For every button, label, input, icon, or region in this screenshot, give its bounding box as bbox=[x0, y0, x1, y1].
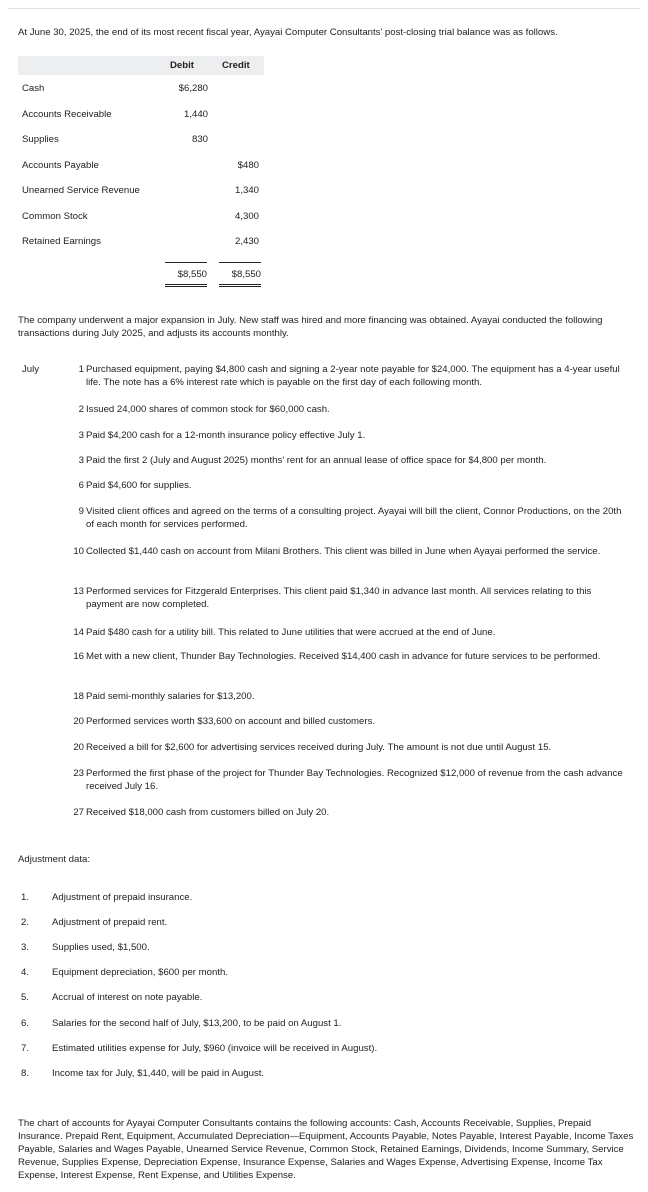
transaction-day: 1 bbox=[78, 364, 84, 375]
credit-value: 1,340 bbox=[234, 185, 259, 196]
adjustment-number: 8. bbox=[21, 1068, 30, 1079]
adjustment-text: Equipment depreciation, $600 per month. bbox=[52, 967, 228, 978]
transaction-text: Visited client offices and agreed on the terms of a consulting project. Ayayai will bill the client, Connor Productions, on the 20th of each month for services performed. bbox=[86, 506, 622, 530]
credit-value: 4,300 bbox=[234, 210, 259, 222]
account-name: Cash bbox=[22, 83, 45, 94]
transaction-text: Collected $1,440 cash on account from Milani Brothers. This client was billed in June when Ayayai performed the service. bbox=[86, 546, 601, 557]
transaction-day: 2 bbox=[78, 404, 84, 415]
trial-balance-header bbox=[18, 56, 264, 75]
transaction-day: 16 bbox=[73, 651, 84, 662]
total-credit: $8,550 bbox=[219, 262, 261, 287]
transaction-day: 18 bbox=[73, 691, 84, 702]
expansion-paragraph: The company underwent a major expansion in July. New staff was hired and more financing was obtained. Ayayai conducted the following transactions during July 2025, and adjusts its accounts monthly. bbox=[18, 315, 603, 339]
trial-balance-row bbox=[18, 134, 264, 160]
trial-balance-table bbox=[18, 56, 264, 292]
trial-balance-row bbox=[18, 83, 264, 109]
adjustment-number: 2. bbox=[21, 917, 30, 928]
adjustment-number: 7. bbox=[21, 1043, 30, 1054]
adjustment-heading: Adjustment data: bbox=[18, 854, 90, 865]
transaction-text: Performed services for Fitzgerald Enterprises. This client paid $1,340 in advance last month. All services relating to this payment are now completed. bbox=[86, 586, 592, 610]
transaction-day: 20 bbox=[73, 716, 84, 727]
adjustment-text: Accrual of interest on note payable. bbox=[52, 992, 203, 1003]
transaction-day: 20 bbox=[73, 742, 84, 753]
transaction-text: Performed services worth $33,600 on account and billed customers. bbox=[86, 716, 376, 727]
transaction-text: Paid the first 2 (July and August 2025) months’ rent for an annual lease of office space for $4,800 per month. bbox=[86, 455, 547, 466]
trial-balance-row bbox=[18, 211, 264, 237]
transaction-day: 3 bbox=[78, 455, 84, 466]
transaction-text: Paid $4,200 cash for a 12-month insurance policy effective July 1. bbox=[86, 430, 366, 441]
transaction-text: Paid semi-monthly salaries for $13,200. bbox=[86, 691, 255, 702]
transaction-text: Received $18,000 cash from customers billed on July 20. bbox=[86, 807, 330, 818]
transaction-month: July bbox=[22, 364, 40, 375]
adjustment-text: Salaries for the second half of July, $13,200, to be paid on August 1. bbox=[52, 1018, 342, 1029]
account-name: Unearned Service Revenue bbox=[22, 185, 140, 196]
chart-of-accounts-paragraph: The chart of accounts for Ayayai Computer Consultants contains the following accounts: Cash, Accounts Receivable, Supplies, Prepaid Insurance. Prepaid Rent, Equipment, Accumulated Depreciation—Equipment, Accounts Payable, Notes Payable, Interest Payable, Income Taxes Payable, Salaries and Wages Payable, Unearned Service Revenue, Common Stock, Retained Earnings, Dividends, Income Summary, Service Revenue, Supplies Expense, Depreciation Expense, Insurance Expense, Salaries and Wages Expense, Advertising Expense, Income Tax Expense, Interest Expense, Rent Expense, and Utilities Expense. bbox=[18, 1118, 634, 1181]
adjustment-number: 3. bbox=[21, 942, 30, 953]
trial-balance-totals bbox=[18, 262, 264, 292]
adjustment-text: Adjustment of prepaid insurance. bbox=[52, 892, 193, 903]
transaction-day: 6 bbox=[78, 480, 84, 491]
debit-value: 830 bbox=[191, 134, 208, 145]
account-name: Retained Earnings bbox=[22, 236, 101, 247]
adjustment-text: Adjustment of prepaid rent. bbox=[52, 917, 168, 928]
transaction-day: 27 bbox=[73, 807, 84, 818]
trial-balance-row bbox=[18, 109, 264, 135]
trial-balance-row bbox=[18, 160, 264, 186]
credit-value: 2,430 bbox=[234, 236, 259, 247]
trial-balance-row bbox=[18, 185, 264, 211]
transaction-text: Performed the first phase of the project for Thunder Bay Technologies. Recognized $12,000 of revenue from the cash advance received July 16. bbox=[86, 768, 623, 792]
debit-column-header: Debit bbox=[170, 60, 194, 71]
debit-value: $6,280 bbox=[178, 83, 208, 94]
transaction-text: Paid $4,600 for supplies. bbox=[86, 480, 192, 491]
transaction-text: Purchased equipment, paying $4,800 cash and signing a 2-year note payable for $24,000. The equipment has a 4-year useful life. The note has a 6% interest rate which is payable on the first day of each following month. bbox=[86, 364, 620, 388]
account-name: Supplies bbox=[22, 134, 59, 145]
transaction-day: 23 bbox=[73, 768, 84, 779]
credit-value: $480 bbox=[237, 159, 259, 171]
transaction-day: 10 bbox=[73, 546, 84, 557]
trial-balance-row bbox=[18, 236, 264, 262]
transaction-day: 14 bbox=[73, 627, 84, 638]
account-name: Common Stock bbox=[22, 210, 88, 222]
adjustment-number: 4. bbox=[21, 967, 30, 978]
account-name: Accounts Receivable bbox=[22, 108, 112, 120]
adjustment-text: Supplies used, $1,500. bbox=[52, 942, 150, 953]
transaction-day: 3 bbox=[78, 430, 84, 441]
transaction-day: 13 bbox=[73, 586, 84, 597]
account-name: Accounts Payable bbox=[22, 159, 99, 171]
adjustment-number: 1. bbox=[21, 892, 30, 903]
transaction-text: Met with a new client, Thunder Bay Technologies. Received $14,400 cash in advance for future services to be performed. bbox=[86, 651, 601, 662]
adjustment-text: Estimated utilities expense for July, $960 (invoice will be received in August). bbox=[52, 1043, 378, 1054]
adjustment-number: 6. bbox=[21, 1018, 30, 1029]
debit-value: 1,440 bbox=[183, 108, 208, 120]
transaction-text: Received a bill for $2,600 for advertising services received during July. The amount is not due until August 15. bbox=[86, 742, 552, 753]
transaction-text: Issued 24,000 shares of common stock for $60,000 cash. bbox=[86, 404, 330, 415]
transaction-day: 9 bbox=[78, 506, 84, 517]
transaction-text: Paid $480 cash for a utility bill. This related to June utilities that were accrued at the end of June. bbox=[86, 627, 496, 638]
credit-column-header: Credit bbox=[222, 60, 250, 71]
intro-text: At June 30, 2025, the end of its most recent fiscal year, Ayayai Computer Consultants’ post-closing trial balance was as follows. bbox=[18, 27, 558, 38]
adjustment-number: 5. bbox=[21, 992, 30, 1003]
top-divider bbox=[8, 8, 640, 9]
total-debit: $8,550 bbox=[165, 262, 207, 287]
adjustment-text: Income tax for July, $1,440, will be paid in August. bbox=[52, 1068, 265, 1079]
